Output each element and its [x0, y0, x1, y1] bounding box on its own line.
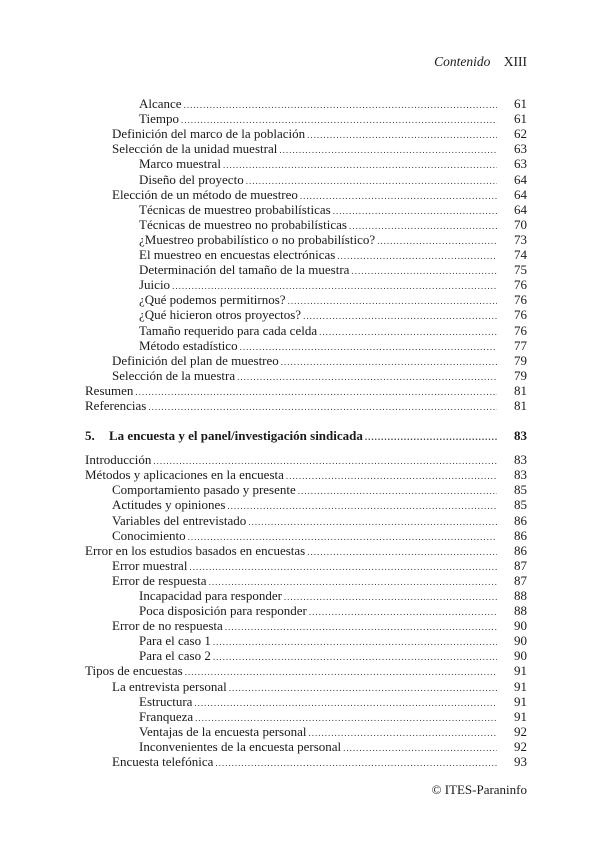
toc-entry[interactable]: [85, 739, 527, 754]
toc-page-number: 91: [514, 678, 527, 694]
toc-page-number: 83: [514, 452, 527, 468]
toc-entry[interactable]: [85, 618, 527, 633]
dot-leader: [279, 144, 497, 156]
toc-entry-title: Ventajas de la encuesta personal: [139, 723, 307, 739]
toc-chapter-entry[interactable]: [85, 428, 527, 443]
toc-page-number: 91: [514, 663, 527, 679]
toc-entry-title: Alcance: [139, 96, 182, 112]
dot-leader: [351, 265, 497, 277]
dot-leader: [237, 371, 497, 383]
toc-entry-title: Para el caso 2: [139, 648, 211, 664]
toc-page-number: 88: [514, 603, 527, 619]
dot-leader: [215, 757, 497, 769]
toc-entry[interactable]: [85, 96, 527, 111]
toc-entry[interactable]: [85, 512, 527, 527]
dot-leader: [307, 129, 497, 141]
toc-entry-title: Franqueza: [139, 708, 194, 724]
toc-page-number: 86: [514, 512, 527, 528]
toc-entry-title: La entrevista personal: [112, 678, 227, 694]
toc-page-number: 90: [514, 633, 527, 649]
toc-page-number: 64: [514, 171, 527, 187]
dot-leader: [288, 295, 497, 307]
toc-entry-title: Encuesta telefónica: [112, 754, 214, 770]
toc-entry-title: Resumen: [85, 382, 134, 398]
toc-entry[interactable]: [85, 482, 527, 497]
toc-entry-title: Error de no respuesta: [112, 618, 223, 634]
toc-entry[interactable]: [85, 126, 527, 141]
toc-page-number: 77: [514, 337, 527, 353]
dot-leader: [298, 485, 497, 497]
dot-leader: [227, 500, 497, 512]
dot-leader: [248, 516, 497, 528]
toc-page-number: 70: [514, 216, 527, 232]
toc-entry[interactable]: [85, 709, 527, 724]
toc-page-number: 61: [514, 111, 527, 127]
toc-entry[interactable]: [85, 277, 527, 292]
toc-entry-title: Marco muestral: [139, 156, 221, 172]
toc-page-number: 91: [514, 708, 527, 724]
toc-page-number: 79: [514, 352, 527, 368]
toc-entry[interactable]: [85, 558, 527, 573]
toc-entry-title: Conocimiento: [112, 527, 186, 543]
toc-page-number: 90: [514, 648, 527, 664]
toc-entry[interactable]: [85, 452, 527, 467]
dot-leader: [188, 531, 497, 543]
toc-entry-title: ¿Muestreo probabilístico o no probabilístico?: [139, 231, 376, 247]
dot-leader: [281, 356, 497, 368]
toc-page-number: 76: [514, 277, 527, 293]
toc-entry[interactable]: [85, 171, 527, 186]
toc-entry-title: Técnicas de muestreo no probabilísticas: [139, 216, 347, 232]
toc-entry-title: Referencias: [85, 397, 147, 413]
toc-page-number: 64: [514, 186, 527, 202]
toc-page-number: 93: [514, 754, 527, 770]
toc-entry-title: ¿Qué hicieron otros proyectos?: [139, 307, 302, 323]
running-header: [85, 54, 527, 70]
toc-entry[interactable]: [85, 156, 527, 171]
toc-entry-title: Método estadístico: [139, 337, 238, 353]
toc-page-number: 90: [514, 618, 527, 634]
toc-page-number: 75: [514, 262, 527, 278]
toc-entry[interactable]: [85, 663, 527, 678]
toc-page-number: 81: [514, 397, 527, 413]
toc-page-number: 83: [514, 467, 527, 483]
dot-leader: [172, 280, 497, 292]
toc-entry-title: Definición del plan de muestreo: [112, 352, 279, 368]
toc-entry[interactable]: [85, 528, 527, 543]
dot-leader: [333, 205, 497, 217]
dot-leader: [225, 621, 497, 633]
toc-entry[interactable]: [85, 322, 527, 337]
toc-entry[interactable]: [85, 307, 527, 322]
toc-entry-title: Determinación del tamaño de la muestra: [139, 262, 350, 278]
toc-entry-title: Estructura: [139, 693, 193, 709]
toc-entry-title: Variables del entrevistado: [112, 512, 247, 528]
dot-leader: [213, 636, 497, 648]
toc-entry-title: Diseño del proyecto: [139, 171, 244, 187]
toc-entry-title: El muestreo en encuestas electrónicas: [139, 247, 336, 263]
toc-page-number: 63: [514, 156, 527, 172]
chapter-number: 5.: [85, 428, 95, 444]
toc-entry-title: Incapacidad para responder: [139, 588, 282, 603]
header-section-title: Contenido: [434, 54, 491, 69]
dot-leader: [240, 341, 497, 353]
toc-entry-title: Actitudes y opiniones: [112, 497, 226, 513]
toc-entry-title: Error de respuesta: [112, 572, 207, 588]
toc-entry[interactable]: [85, 678, 527, 693]
toc-entry[interactable]: [85, 398, 527, 413]
toc-entry-title: Error muestral: [112, 557, 188, 573]
toc-entry[interactable]: [85, 383, 527, 398]
dot-leader: [365, 431, 497, 443]
dot-leader: [223, 159, 497, 171]
toc-page-number: 64: [514, 201, 527, 217]
toc-entry[interactable]: [85, 467, 527, 482]
dot-leader: [181, 114, 497, 126]
toc-entry[interactable]: [85, 111, 527, 126]
dot-leader: [195, 712, 497, 724]
dot-leader: [343, 742, 497, 754]
toc-page-number: 92: [514, 738, 527, 754]
toc-entry-title: Error en los estudios basados en encuestas: [85, 542, 306, 558]
toc-entry-title: Inconvenientes de la encuesta personal: [139, 738, 342, 754]
toc-entry[interactable]: [85, 633, 527, 648]
toc-page-number: 83: [514, 428, 527, 444]
toc-entry-title: Tiempo: [139, 111, 179, 127]
dot-leader: [349, 220, 497, 232]
toc-entry-title: Poca disposición para responder: [139, 603, 307, 619]
dot-leader: [194, 697, 497, 709]
dot-leader: [307, 546, 497, 558]
toc-entry[interactable]: [85, 353, 527, 368]
dot-leader: [209, 576, 497, 588]
toc-entry[interactable]: [85, 497, 527, 512]
header-page-number: XIII: [503, 54, 527, 69]
toc-page-number: 86: [514, 542, 527, 558]
dot-leader: [189, 561, 497, 573]
toc-entry-title: Elección de un método de muestreo: [112, 186, 298, 202]
dot-leader: [286, 470, 497, 482]
toc-entry-title: Juicio: [139, 277, 171, 293]
toc-entry[interactable]: [85, 187, 527, 202]
toc-page-number: 76: [514, 307, 527, 323]
dot-leader: [303, 310, 497, 322]
toc-page-number: 86: [514, 527, 527, 543]
dot-leader: [309, 606, 497, 618]
dot-leader: [284, 591, 497, 603]
toc-entry-title: ¿Qué podemos permitirnos?: [139, 292, 286, 308]
dot-leader: [153, 455, 497, 467]
dot-leader: [308, 727, 497, 739]
dot-leader: [148, 401, 497, 413]
toc-entry[interactable]: [85, 368, 527, 383]
toc-entry-title: Comportamiento pasado y presente: [112, 482, 296, 498]
toc-page-number: 61: [514, 96, 527, 112]
toc-entry-title: Para el caso 1: [139, 633, 211, 649]
footer-copyright: © ITES-Paraninfo: [431, 782, 527, 797]
dot-leader: [319, 326, 497, 338]
dot-leader: [229, 682, 497, 694]
toc-page-number: 87: [514, 557, 527, 573]
dot-leader: [213, 651, 497, 663]
toc-entry[interactable]: [85, 724, 527, 739]
toc-page-number: 76: [514, 322, 527, 338]
toc-page-number: 85: [514, 482, 527, 498]
toc-page-number: 73: [514, 231, 527, 247]
toc-entry[interactable]: [85, 754, 527, 769]
toc-entry[interactable]: [85, 588, 527, 603]
toc-page-number: 74: [514, 247, 527, 263]
toc-entry[interactable]: [85, 603, 527, 618]
dot-leader: [337, 250, 497, 262]
table-of-contents: [85, 96, 527, 769]
toc-entry[interactable]: [85, 338, 527, 353]
toc-entry-title: [85, 428, 363, 443]
toc-page-number: 76: [514, 292, 527, 308]
toc-entry-title: Selección de la muestra: [112, 367, 236, 383]
dot-leader: [135, 386, 497, 398]
toc-entry[interactable]: [85, 694, 527, 709]
toc-entry[interactable]: [85, 262, 527, 277]
toc-entry-title: Tipos de encuestas: [85, 663, 183, 679]
toc-entry[interactable]: [85, 232, 527, 247]
toc-page-number: 92: [514, 723, 527, 739]
toc-entry[interactable]: [85, 292, 527, 307]
toc-page-number: 79: [514, 367, 527, 383]
toc-entry[interactable]: [85, 202, 527, 217]
toc-entry-title: Técnicas de muestreo probabilísticas: [139, 201, 331, 217]
toc-page-number: 63: [514, 141, 527, 157]
toc-entry-title: Selección de la unidad muestral: [112, 141, 278, 157]
toc-entry-title: Métodos y aplicaciones en la encuesta: [85, 467, 284, 483]
dot-leader: [300, 190, 497, 202]
toc-page-number: 81: [514, 382, 527, 398]
dot-leader: [185, 666, 497, 678]
dot-leader: [184, 99, 497, 111]
toc-page-number: 85: [514, 497, 527, 513]
toc-entry-title: Tamaño requerido para cada celda: [139, 322, 318, 338]
toc-entry[interactable]: [85, 543, 527, 558]
dot-leader: [246, 175, 497, 187]
toc-entry[interactable]: [85, 573, 527, 588]
toc-page-number: 87: [514, 572, 527, 588]
chapter-title: La encuesta y el panel/investigación sindicada: [109, 428, 363, 444]
toc-entry-title: Introducción: [85, 452, 152, 468]
toc-entry[interactable]: [85, 247, 527, 262]
toc-entry-title: Definición del marco de la población: [112, 126, 306, 142]
toc-page-number: 91: [514, 693, 527, 709]
toc-page-number: 62: [514, 126, 527, 142]
toc-entry[interactable]: [85, 217, 527, 232]
toc-page-number: 88: [514, 588, 527, 603]
toc-entry[interactable]: [85, 141, 527, 156]
dot-leader: [377, 235, 497, 247]
toc-entry[interactable]: [85, 648, 527, 663]
